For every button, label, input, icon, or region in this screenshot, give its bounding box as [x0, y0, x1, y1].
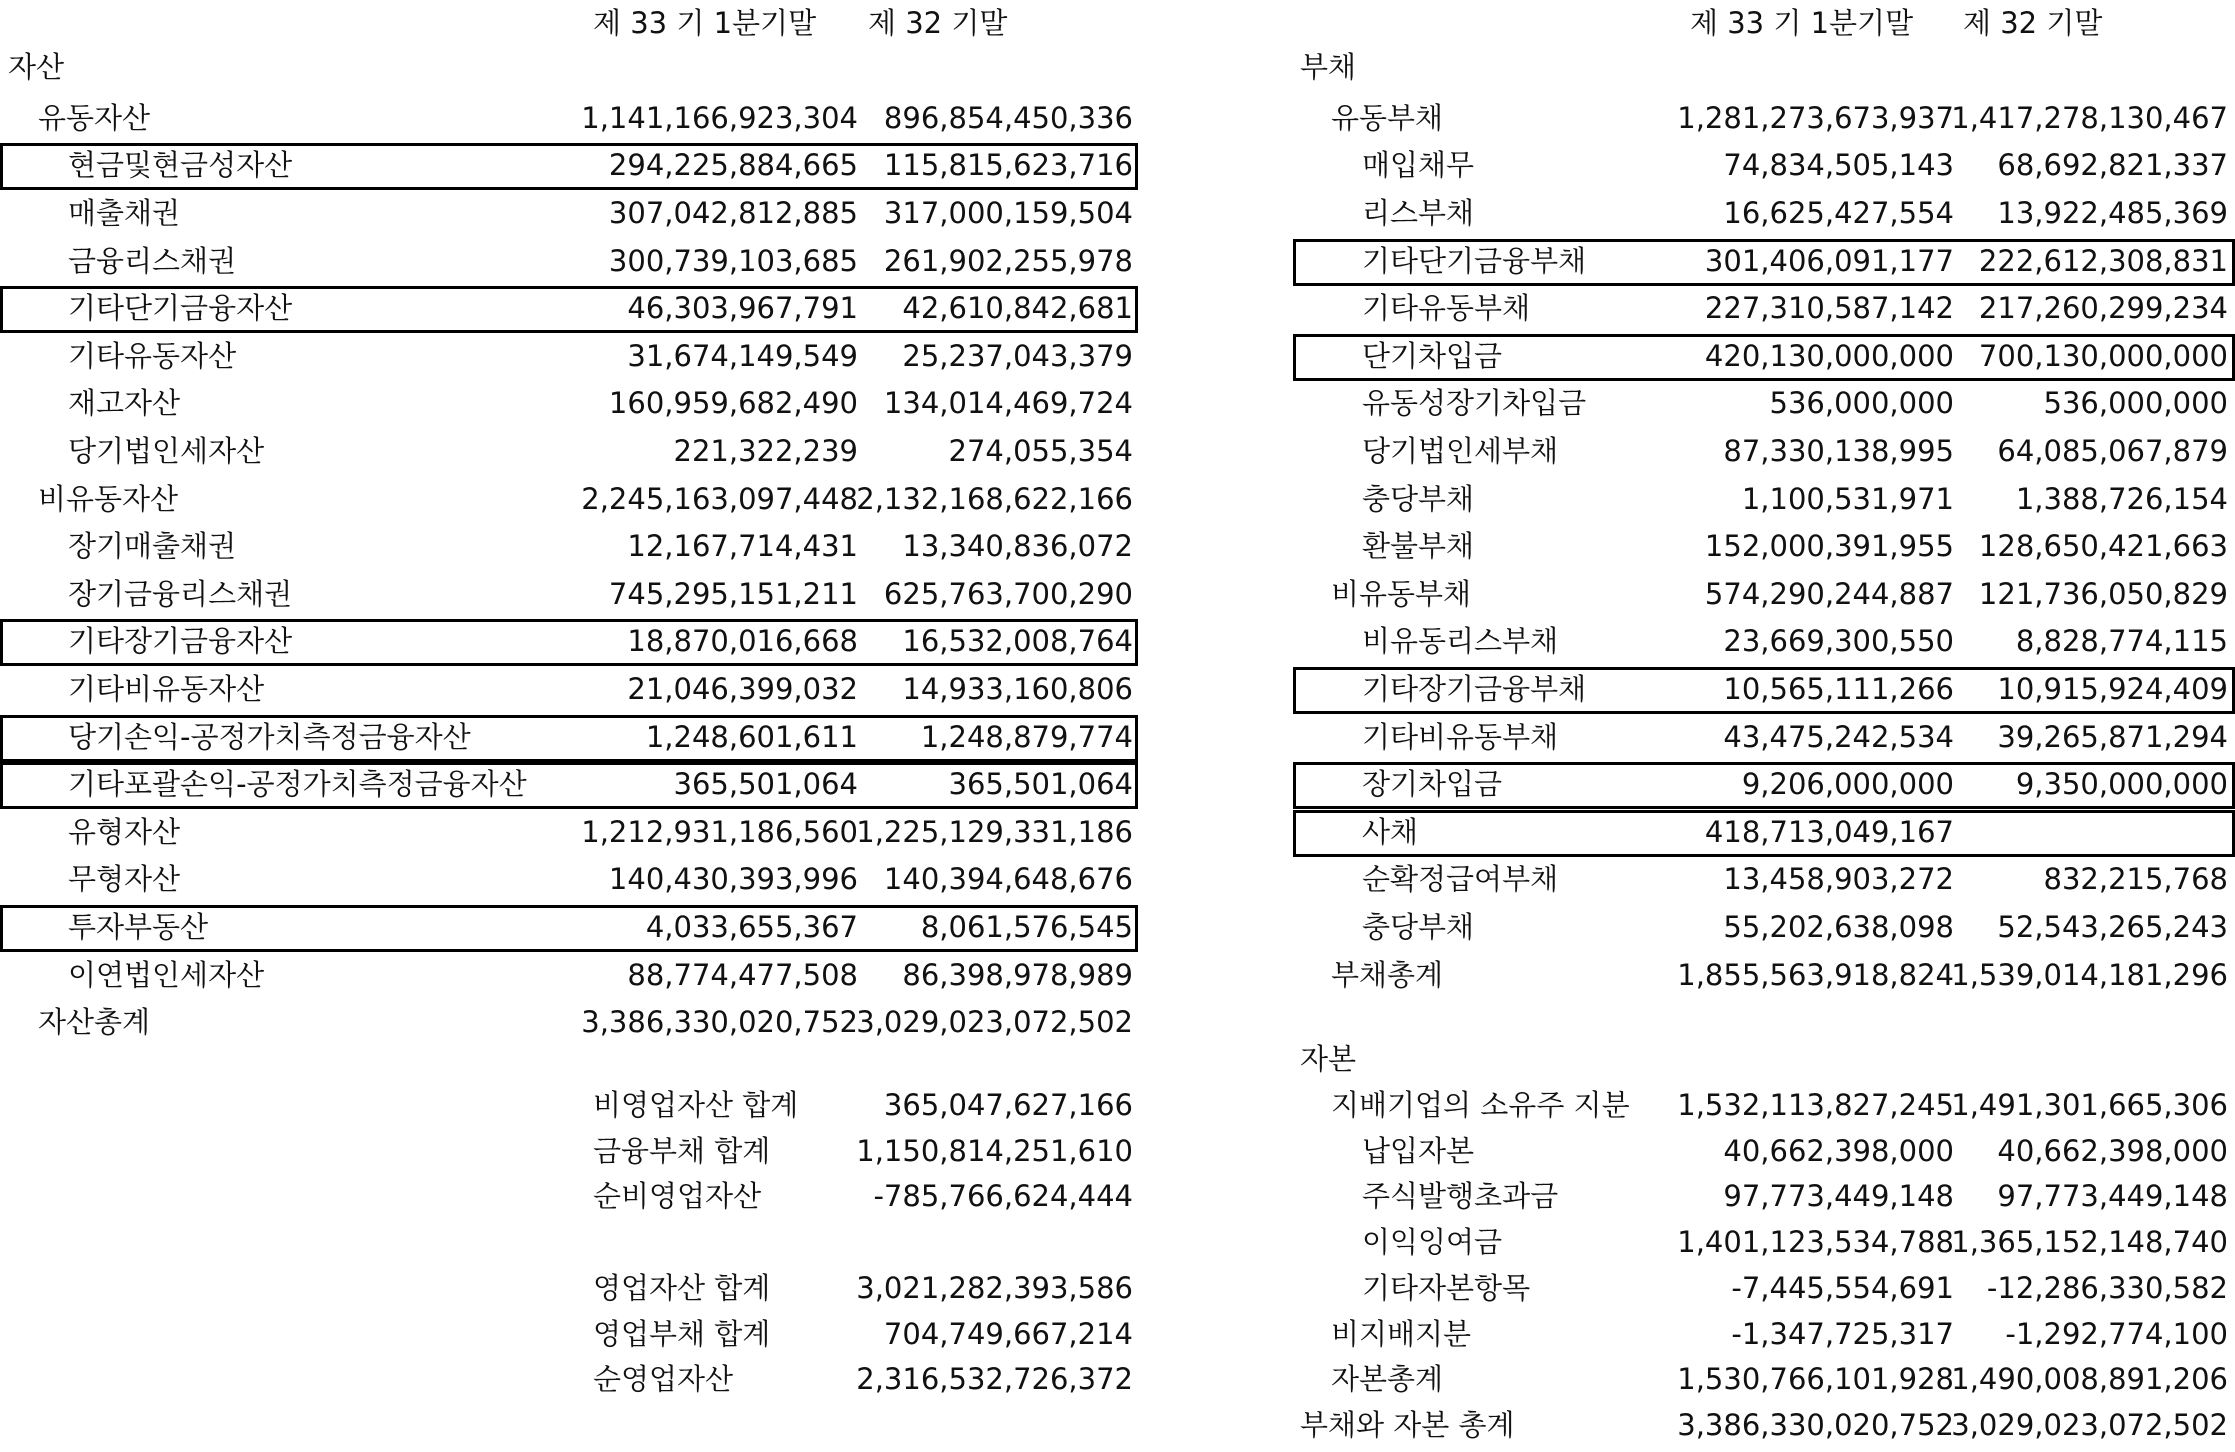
row-value-prior: 68,692,821,337: [1997, 148, 2228, 183]
section-title-equity: 자본: [1300, 1042, 1357, 1076]
summary-label: 금융부채 합계: [593, 1133, 771, 1168]
row-value-prior: 700,130,000,000: [1978, 338, 2228, 373]
equity-row-label: 기타자본항목: [1362, 1270, 1531, 1305]
row-value-prior: 536,000,000: [2043, 386, 2228, 421]
row-value-current: 418,713,049,167: [1704, 814, 1954, 849]
row-value-prior: 25,237,043,379: [902, 338, 1133, 373]
equity-value-current: 1,401,123,534,788: [1677, 1225, 1954, 1260]
equity-value-prior: 3,029,023,072,502: [1951, 1407, 2228, 1442]
row-label: 투자부동산: [68, 910, 209, 944]
row-value-current: 87,330,138,995: [1723, 434, 1954, 468]
summary-value: 2,316,532,726,372: [856, 1362, 1133, 1397]
row-value-current: 1,141,166,923,304: [581, 100, 858, 135]
row-value-current: 1,281,273,673,937: [1677, 100, 1954, 135]
row-label: 기타포괄손익-공정가치측정금융자산: [68, 767, 527, 802]
section-title-assets: 자산: [8, 50, 65, 84]
summary-label: 영업자산 합계: [593, 1271, 771, 1305]
row-label: 당기법인세부채: [1362, 434, 1559, 468]
section-title-liabilities: 부채: [1300, 50, 1357, 84]
row-label: 장기차입금: [1362, 767, 1503, 802]
row-value-current: 74,834,505,143: [1723, 148, 1954, 183]
row-value-current: 536,000,000: [1769, 386, 1954, 421]
row-label: 부채총계: [1331, 957, 1444, 992]
row-value-current: 1,100,531,971: [1741, 481, 1954, 516]
row-value-current: 300,739,103,685: [608, 243, 858, 278]
row-value-current: 745,295,151,211: [608, 576, 858, 611]
row-label: 유동부채: [1331, 100, 1444, 135]
row-label: 유형자산: [68, 814, 181, 849]
row-value-prior: 1,539,014,181,296: [1951, 957, 2228, 992]
row-value-prior: 274,055,354: [948, 434, 1133, 468]
row-value-prior: 13,922,485,369: [1997, 196, 2228, 230]
row-label: 매입채무: [1362, 148, 1475, 183]
summary-value: 1,150,814,251,610: [856, 1133, 1133, 1168]
row-value-prior: 64,085,067,879: [1997, 434, 2228, 468]
row-value-current: 18,870,016,668: [627, 624, 858, 659]
row-value-current: 10,565,111,266: [1723, 672, 1954, 706]
row-value-current: 227,310,587,142: [1704, 291, 1954, 326]
row-label: 무형자산: [68, 862, 181, 897]
row-value-current: 574,290,244,887: [1704, 576, 1954, 611]
row-value-current: 4,033,655,367: [645, 910, 858, 944]
row-label: 이연법인세자산: [68, 957, 265, 992]
row-value-current: 301,406,091,177: [1704, 243, 1954, 278]
row-label: 기타장기금융부채: [1362, 672, 1587, 706]
equity-value-current: 3,386,330,020,752: [1677, 1407, 1954, 1442]
row-label: 기타장기금융자산: [68, 624, 293, 659]
row-value-prior: 16,532,008,764: [902, 624, 1133, 659]
row-label: 기타단기금융자산: [68, 291, 293, 326]
row-value-current: 16,625,427,554: [1723, 196, 1954, 230]
row-label: 기타비유동자산: [68, 672, 265, 706]
row-value-current: 2,245,163,097,448: [581, 481, 858, 516]
equity-value-current: 1,532,113,827,245: [1677, 1088, 1954, 1122]
summary-value: -785,766,624,444: [873, 1179, 1133, 1214]
row-label: 장기매출채권: [68, 529, 237, 564]
summary-label: 비영업자산 합계: [593, 1088, 799, 1122]
row-value-prior: 10,915,924,409: [1997, 672, 2228, 706]
equity-row-label: 부채와 자본 총계: [1300, 1407, 1515, 1442]
row-value-prior: 8,828,774,115: [2015, 624, 2228, 659]
row-value-prior: 134,014,469,724: [883, 386, 1133, 421]
row-label: 충당부채: [1362, 481, 1475, 516]
row-label: 순확정급여부채: [1362, 862, 1559, 897]
row-value-current: 23,669,300,550: [1723, 624, 1954, 659]
row-label: 충당부채: [1362, 910, 1475, 944]
row-value-current: 307,042,812,885: [608, 196, 858, 230]
row-label: 기타단기금융부채: [1362, 243, 1587, 278]
row-value-current: 160,959,682,490: [608, 386, 858, 421]
row-value-prior: 42,610,842,681: [902, 291, 1133, 326]
equity-row-label: 납입자본: [1362, 1133, 1475, 1168]
row-value-current: 152,000,391,955: [1704, 529, 1954, 564]
row-label: 장기금융리스채권: [68, 576, 293, 611]
row-value-prior: 832,215,768: [2043, 862, 2228, 897]
row-value-current: 55,202,638,098: [1723, 910, 1954, 944]
equity-value-prior: -1,292,774,100: [2005, 1316, 2228, 1351]
summary-value: 704,749,667,214: [883, 1316, 1133, 1351]
row-value-current: 12,167,714,431: [627, 529, 858, 564]
summary-label: 영업부채 합계: [593, 1316, 771, 1351]
equity-row-label: 지배기업의 소유주 지분: [1331, 1088, 1630, 1122]
row-value-current: 1,248,601,611: [645, 719, 858, 754]
row-value-current: 13,458,903,272: [1723, 862, 1954, 897]
row-value-prior: 896,854,450,336: [883, 100, 1133, 135]
row-value-current: 31,674,149,549: [627, 338, 858, 373]
equity-value-prior: 1,490,008,891,206: [1951, 1362, 2228, 1397]
row-value-prior: 317,000,159,504: [883, 196, 1133, 230]
row-value-prior: 13,340,836,072: [902, 529, 1133, 564]
row-value-prior: 115,815,623,716: [883, 148, 1133, 183]
row-label: 비유동자산: [38, 481, 179, 516]
row-label: 단기차입금: [1362, 338, 1503, 373]
row-value-current: 43,475,242,534: [1723, 719, 1954, 754]
equity-value-current: -7,445,554,691: [1731, 1270, 1954, 1305]
row-value-prior: 261,902,255,978: [883, 243, 1133, 278]
row-value-prior: 140,394,648,676: [883, 862, 1133, 897]
row-label: 자산총계: [38, 1005, 151, 1040]
row-label: 당기손익-공정가치측정금융자산: [68, 719, 471, 754]
row-label: 유동성장기차입금: [1362, 386, 1587, 421]
summary-value: 365,047,627,166: [883, 1088, 1133, 1122]
row-value-prior: 222,612,308,831: [1978, 243, 2228, 278]
column-header-current: 제 33 기 1분기말: [593, 6, 817, 40]
equity-row-label: 주식발행초과금: [1362, 1179, 1559, 1214]
row-value-prior: 217,260,299,234: [1978, 291, 2228, 326]
column-header-prior: 제 32 기말: [1963, 6, 2103, 40]
row-value-prior: 52,543,265,243: [1997, 910, 2228, 944]
row-label: 유동자산: [38, 100, 151, 135]
equity-value-prior: 40,662,398,000: [1997, 1133, 2228, 1168]
row-value-prior: 1,388,726,154: [2015, 481, 2228, 516]
equity-value-current: 97,773,449,148: [1723, 1179, 1954, 1214]
row-value-current: 9,206,000,000: [1741, 767, 1954, 802]
row-value-prior: 3,029,023,072,502: [856, 1005, 1133, 1040]
row-value-prior: 39,265,871,294: [1997, 719, 2228, 754]
equity-value-prior: 97,773,449,148: [1997, 1179, 2228, 1214]
column-header-prior: 제 32 기말: [868, 6, 1008, 40]
row-value-current: 221,322,239: [673, 434, 858, 468]
equity-row-label: 자본총계: [1331, 1362, 1444, 1397]
row-value-current: 88,774,477,508: [627, 957, 858, 992]
equity-value-prior: 1,365,152,148,740: [1951, 1225, 2228, 1260]
row-value-current: 3,386,330,020,752: [581, 1005, 858, 1040]
row-value-prior: 9,350,000,000: [2015, 767, 2228, 802]
row-value-current: 21,046,399,032: [627, 672, 858, 706]
row-value-prior: 1,417,278,130,467: [1951, 100, 2228, 135]
row-label: 비유동리스부채: [1362, 624, 1559, 659]
row-label: 금융리스채권: [68, 243, 237, 278]
row-label: 기타유동자산: [68, 338, 237, 373]
row-label: 환불부채: [1362, 529, 1475, 564]
row-label: 당기법인세자산: [68, 434, 265, 468]
summary-value: 3,021,282,393,586: [856, 1271, 1133, 1305]
row-value-current: 294,225,884,665: [608, 148, 858, 183]
row-label: 재고자산: [68, 386, 181, 421]
row-label: 사채: [1362, 814, 1419, 849]
row-value-prior: 8,061,576,545: [920, 910, 1133, 944]
equity-value-current: 40,662,398,000: [1723, 1133, 1954, 1168]
equity-value-prior: -12,286,330,582: [1986, 1270, 2228, 1305]
row-value-prior: 121,736,050,829: [1978, 576, 2228, 611]
row-value-prior: 14,933,160,806: [902, 672, 1133, 706]
summary-label: 순비영업자산: [593, 1179, 762, 1214]
row-value-current: 140,430,393,996: [608, 862, 858, 897]
row-value-prior: 2,132,168,622,166: [856, 481, 1133, 516]
equity-row-label: 이익잉여금: [1362, 1225, 1503, 1260]
equity-value-prior: 1,491,301,665,306: [1951, 1088, 2228, 1122]
row-value-current: 46,303,967,791: [627, 291, 858, 326]
equity-row-label: 비지배지분: [1331, 1316, 1472, 1351]
row-label: 기타유동부채: [1362, 291, 1531, 326]
row-value-prior: 1,225,129,331,186: [856, 814, 1133, 849]
row-value-prior: 128,650,421,663: [1978, 529, 2228, 564]
row-label: 매출채권: [68, 196, 181, 230]
row-value-current: 365,501,064: [673, 767, 858, 802]
equity-value-current: 1,530,766,101,928: [1677, 1362, 1954, 1397]
column-header-current: 제 33 기 1분기말: [1690, 6, 1914, 40]
row-label: 리스부채: [1362, 196, 1475, 230]
row-value-prior: 1,248,879,774: [920, 719, 1133, 754]
summary-label: 순영업자산: [593, 1362, 734, 1397]
row-value-prior: 625,763,700,290: [883, 576, 1133, 611]
row-value-prior: 365,501,064: [948, 767, 1133, 802]
row-label: 현금및현금성자산: [68, 148, 293, 183]
equity-value-current: -1,347,725,317: [1731, 1316, 1954, 1351]
row-label: 비유동부채: [1331, 576, 1472, 611]
row-value-current: 1,855,563,918,824: [1677, 957, 1954, 992]
row-value-current: 420,130,000,000: [1704, 338, 1954, 373]
row-label: 기타비유동부채: [1362, 719, 1559, 754]
row-value-prior: 86,398,978,989: [902, 957, 1133, 992]
row-value-current: 1,212,931,186,560: [581, 814, 858, 849]
